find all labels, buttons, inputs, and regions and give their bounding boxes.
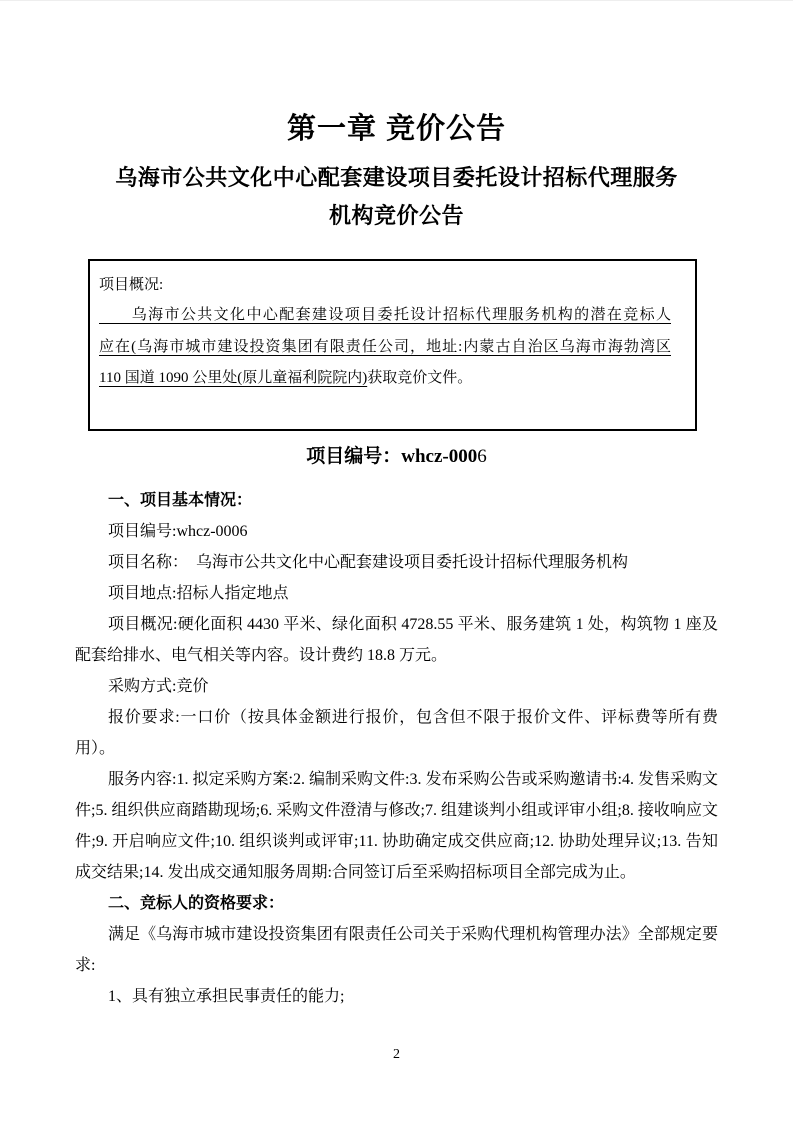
paragraph-project-overview: 项目概况:硬化面积 4430 平米、绿化面积 4728.55 平米、服务建筑 1 处，构筑物 1 座及配套给排水、电气相关等内容。设计费约 18.8 万元。 [75, 616, 718, 664]
paragraph-qualification-requirement: 满足《乌海市城市建设投资集团有限责任公司关于采购代理机构管理办法》全部规定要求: [75, 926, 718, 974]
section-heading-1: 一、项目基本情况： [108, 492, 253, 509]
paragraph-project-name: 项目名称： 乌海市公共文化中心配套建设项目委托设计招标代理服务机构 [108, 554, 629, 571]
paragraph-project-number: 项目编号:whcz-0006 [108, 523, 248, 540]
overview-underlined-text: 应在(乌海市城市建设投资集团有限责任公司，地址:内蒙古自治区乌海市海勃湾区 [99, 338, 671, 355]
overview-underlined-text: 乌海市公共文化中心配套建设项目委托设计招标代理服务机构的潜在竞标人 [99, 307, 671, 323]
document-body [75, 485, 718, 1012]
document-title-line1: 乌海市公共文化中心配套建设项目委托设计招标代理服务 [115, 165, 678, 190]
paragraph-project-location: 项目地点:招标人指定地点 [108, 585, 289, 602]
project-number-label: 项目编号： [306, 446, 402, 467]
paragraph-quotation-requirement: 报价要求:一口价（按具体金额进行报价，包含但不限于报价文件、评标费等所有费用）。 [75, 709, 718, 757]
overview-underlined-text: 110 国道 1090 公里处(原儿童福利院院内) [99, 370, 368, 386]
overview-box-line [99, 363, 671, 395]
project-number-heading [0, 444, 793, 470]
section-heading-2: 二、竞标人的资格要求： [108, 895, 285, 912]
overview-box-label: 项目概况: [99, 277, 164, 293]
paragraph-procurement-method: 采购方式:竞价 [108, 678, 209, 695]
project-overview-box [88, 259, 697, 431]
document-title-line2: 机构竞价公告 [328, 203, 464, 228]
overview-box-line [99, 332, 671, 364]
page-number: 2 [393, 1047, 400, 1062]
chapter-title: 第一章 竞价公告 [286, 113, 507, 145]
overview-plain-text: 获取竞价文件。 [367, 370, 473, 386]
paragraph-service-content: 服务内容:1. 拟定采购方案:2. 编制采购文件:3. 发布采购公告或采购邀请书:4. 发售采购文件;5. 组织供应商踏勘现场;6. 采购文件澄清与修改;7. 组建谈判小组或评审小组;8. 接收响应文件;9. 开启响应文件;10. 组织谈判或评审;11. 协助确定成交供应商;12. 协助处理异议;13. 告知成交结果;14. 发出成交通知服务周期:合同签订后至采购招标项目全部完成为止。 [75, 771, 718, 881]
overview-box-line [99, 300, 671, 332]
project-number-value-tail: 6 [477, 446, 487, 467]
project-number-value: whcz-000 [401, 446, 478, 467]
paragraph-qualification-item-1: 1、具有独立承担民事责任的能力; [108, 988, 345, 1005]
document-title [40, 159, 753, 235]
